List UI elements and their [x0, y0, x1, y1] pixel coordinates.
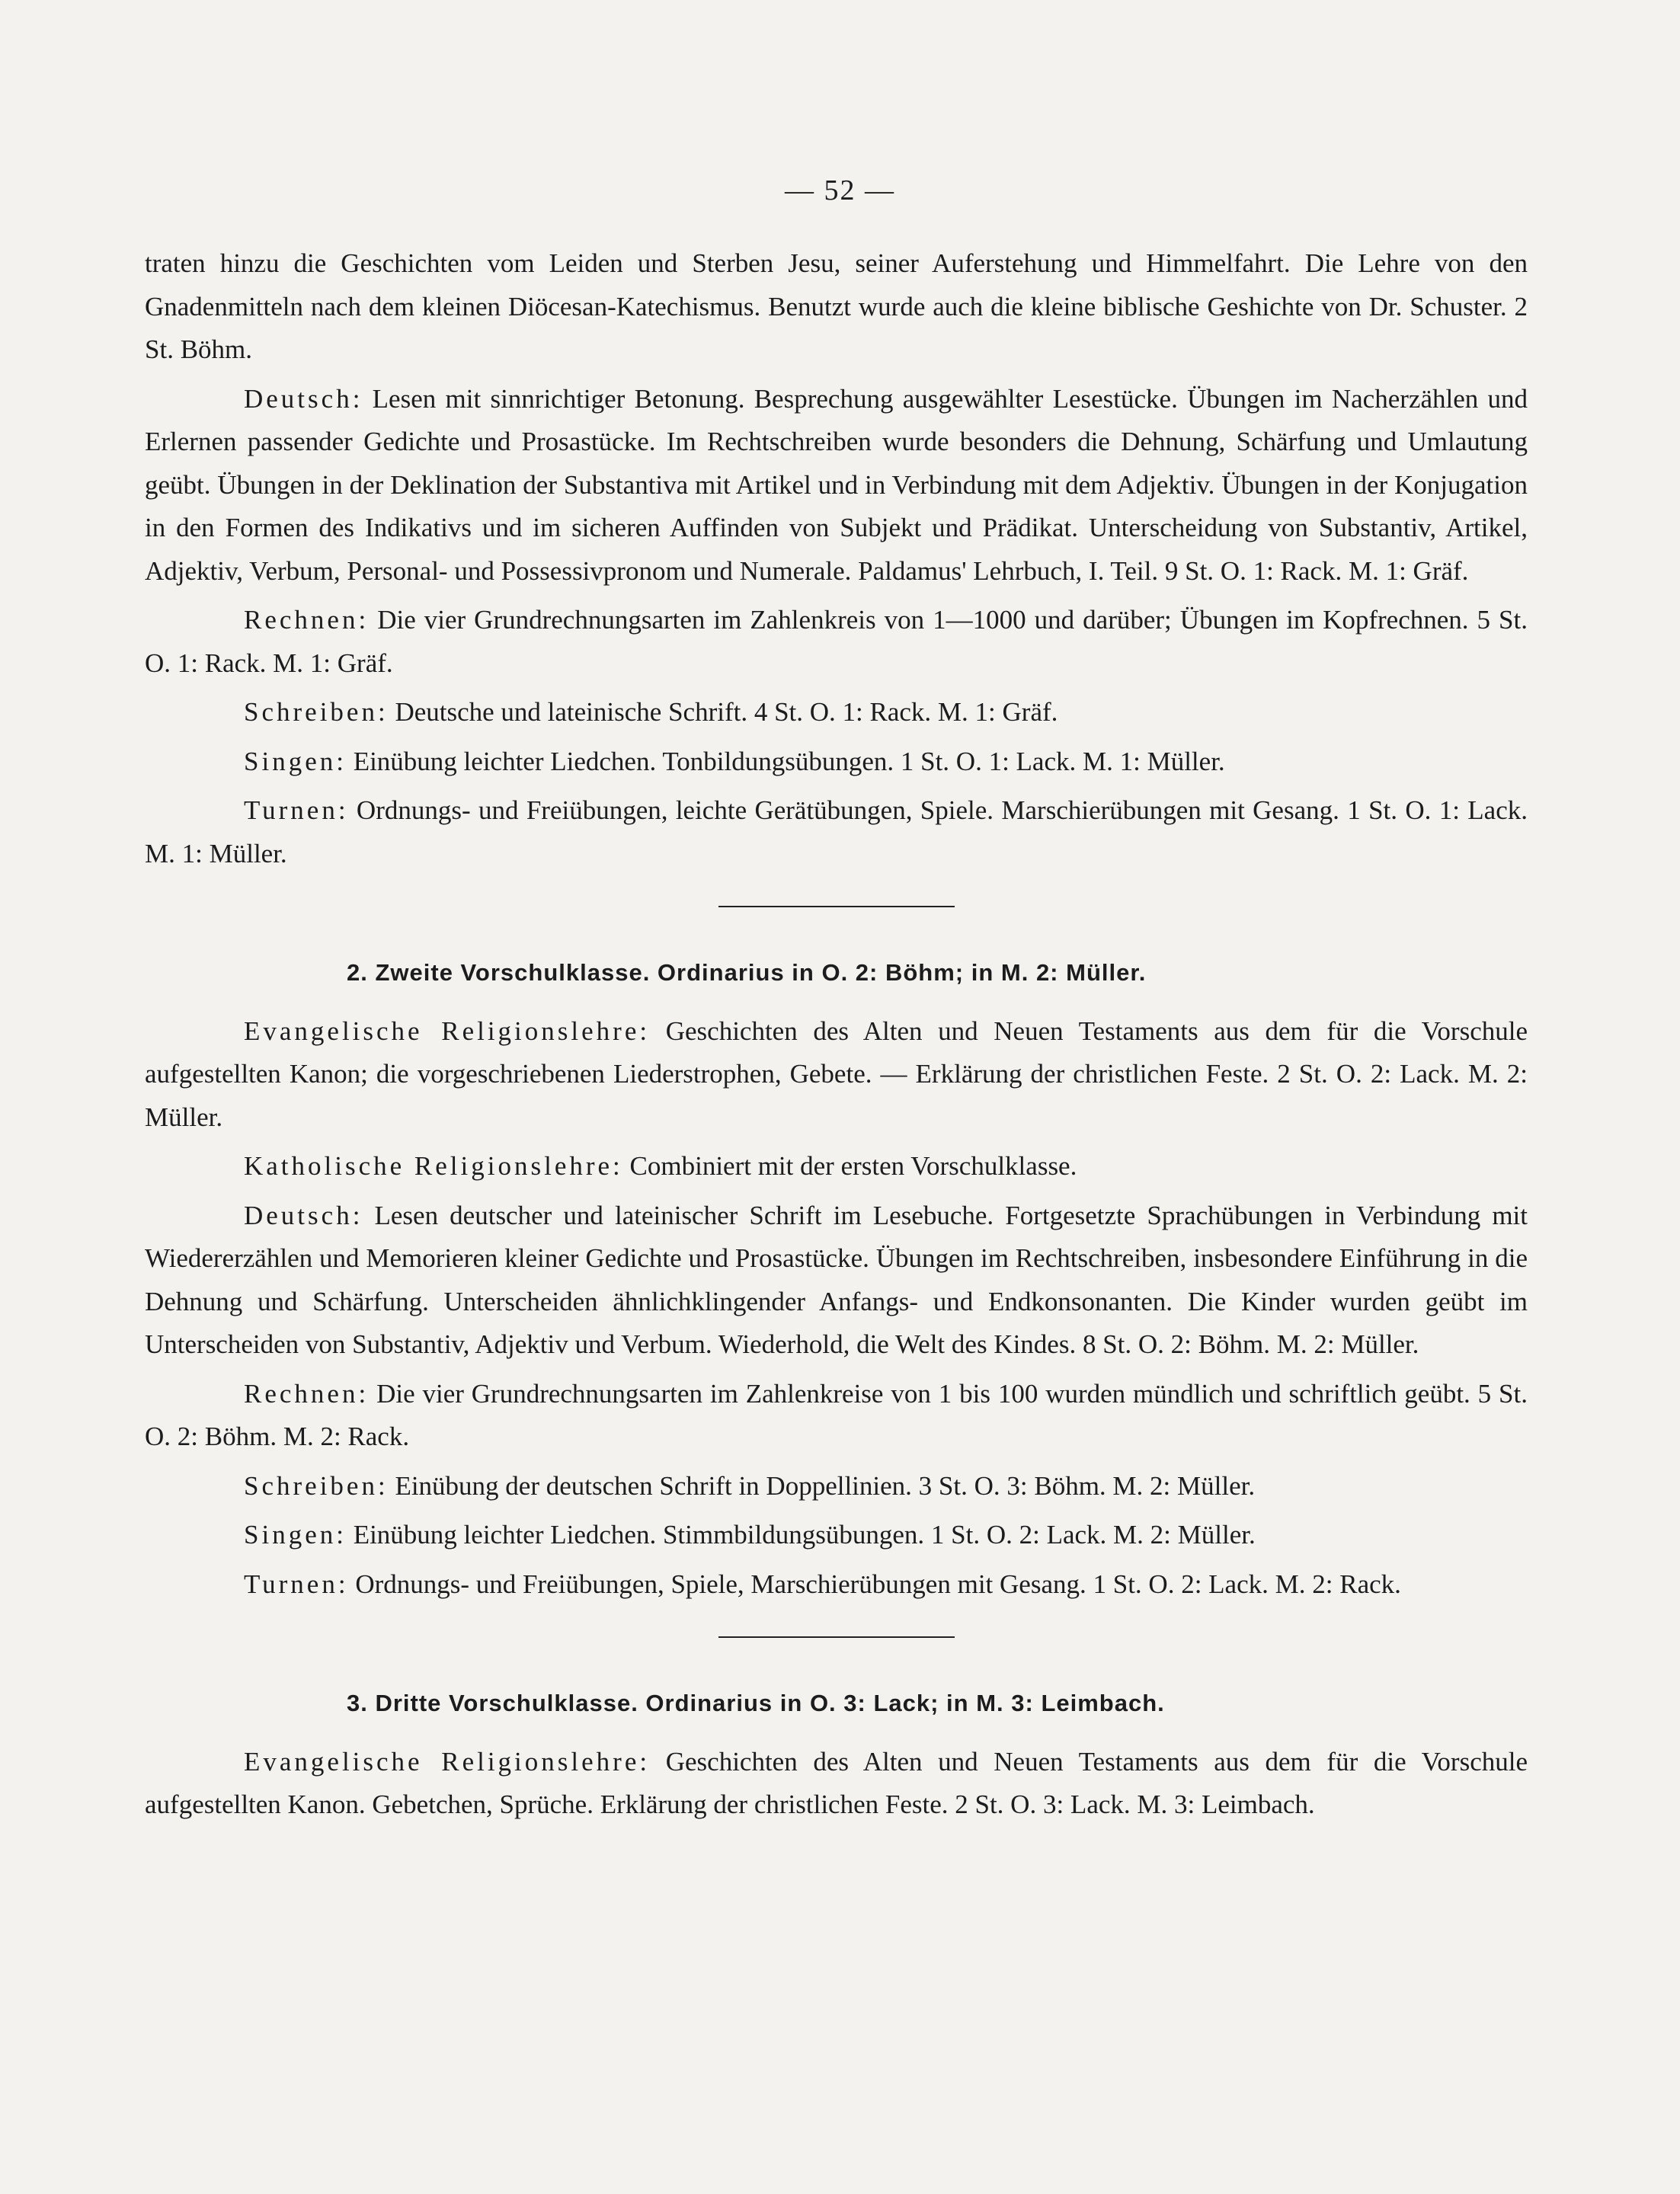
subject-label: Katholische Religionslehre:: [244, 1151, 623, 1181]
subject-label: Schreiben:: [244, 697, 389, 727]
subject-text: Geschichten des Alten und Neuen Testaments aus dem für die Vorschule aufgestellten Kanon; die vorgeschriebenen Liederstrophen, Gebete. — Erklärung der christlichen Feste. 2 St. O. 2: Lack. M. 2: Müller.: [145, 1015, 1528, 1132]
page-number: — 52 —: [785, 174, 895, 206]
deutsch-paragraph-2: [145, 1195, 1528, 1367]
subject-text: Deutsche und lateinische Schrift. 4 St. O. 1: Rack. M. 1: Gräf.: [388, 697, 1058, 727]
subject-text: Ordnungs- und Freiübungen, Spiele, Marschierübungen mit Gesang. 1 St. O. 2: Lack. M. 2: Rack.: [348, 1569, 1401, 1599]
subject-label: Rechnen:: [244, 605, 370, 635]
subject-text: Einübung der deutschen Schrift in Doppellinien. 3 St. O. 3: Böhm. M. 2: Müller.: [388, 1470, 1256, 1501]
subject-label: Singen:: [244, 746, 347, 776]
subject-text: Combiniert mit der ersten Vorschulklasse.: [622, 1151, 1077, 1181]
subject-text: Einübung leichter Liedchen. Tonbildungsübungen. 1 St. O. 1: Lack. M. 1: Müller.: [346, 746, 1225, 776]
subject-text: Ordnungs- und Freiübungen, leichte Gerätübungen, Spiele. Marschierübungen mit Gesang. 1 St. O. 1: Lack. M. 1: Müller.: [145, 795, 1528, 868]
subject-label: Deutsch:: [244, 1200, 363, 1230]
subject-text: Lesen deutscher und lateinischer Schrift im Lesebuche. Fortgesetzte Sprachübungen in Verbindung mit Wiedererzählen und Memorieren kleiner Gedichte und Prosastücke. Übungen im Rechtschreiben, insbesondere Einführung in die Dehnung und Schärfung. Unterscheiden ähnlichklingender Anfangs- und Endkonsonanten. Die Kinder wurden geübt im Unterscheiden von Substantiv, Adjektiv und Verbum. Wiederhold, die Welt des Kindes. 8 St. O. 2: Böhm. M. 2: Müller.: [145, 1200, 1528, 1359]
rechnen-paragraph-1: [145, 599, 1528, 685]
subject-label: Evangelische Religionslehre:: [244, 1015, 651, 1046]
rechnen-paragraph-2: [145, 1373, 1528, 1459]
subject-text: Einübung leichter Liedchen. Stimmbildungsübungen. 1 St. O. 2: Lack. M. 2: Müller.: [346, 1520, 1256, 1550]
ev-religion-paragraph-3: [145, 1741, 1528, 1827]
subject-label: Singen:: [244, 1520, 347, 1550]
subject-label: Turnen:: [244, 795, 349, 825]
page-body: [145, 242, 1528, 1833]
schreiben-paragraph-2: [145, 1465, 1528, 1508]
subject-text: Lesen mit sinnrichtiger Betonung. Besprechung ausgewählter Lesestücke. Übungen im Nacherzählen und Erlernen passender Gedichte und Prosastücke. Im Rechtschreiben wurde besonders die Dehnung, Schärfung und Umlautung geübt. Übungen in der Deklination der Substantiva mit Artikel und in Verbindung mit dem Adjektiv. Übungen in der Konjugation in den Formen des Indikativs und im sicheren Auffinden von Subjekt und Prädikat. Unterscheidung von Substantiv, Artikel, Adjektiv, Verbum, Personal- und Possessivpronom und Numerale. Paldamus' Lehrbuch, I. Teil. 9 St. O. 1: Rack. M. 1: Gräf.: [145, 383, 1528, 586]
subject-label: Deutsch:: [244, 383, 363, 414]
turnen-paragraph-1: [145, 789, 1528, 875]
deutsch-paragraph-1: [145, 378, 1528, 593]
turnen-paragraph-2: [145, 1563, 1528, 1607]
subject-label: Evangelische Religionslehre:: [244, 1746, 651, 1777]
singen-paragraph-1: [145, 740, 1528, 784]
subject-label: Turnen:: [244, 1569, 349, 1599]
section-divider: [718, 1636, 955, 1638]
subject-text: Die vier Grundrechnungsarten im Zahlenkreise von 1 bis 100 wurden mündlich und schriftlich geübt. 5 St. O. 2: Böhm. M. 2: Rack.: [145, 1378, 1528, 1451]
section-heading-dritte-vorschulklasse: 3. Dritte Vorschulklasse. Ordinarius in O. 3: Lack; in M. 3: Leimbach.: [347, 1690, 1165, 1716]
kath-religion-paragraph-2: [145, 1145, 1528, 1188]
religion-continuation-paragraph: traten hinzu die Geschichten vom Leiden und Sterben Jesu, seiner Auferstehung und Himmelfahrt. Die Lehre von den Gnadenmitteln nach dem kleinen Diöcesan-Katechismus. Benutzt wurde auch die kleine biblische Geshichte von Dr. Schuster. 2 St. Böhm.: [145, 248, 1528, 364]
singen-paragraph-2: [145, 1514, 1528, 1557]
subject-label: Rechnen:: [244, 1378, 370, 1409]
section-heading-zweite-vorschulklasse: 2. Zweite Vorschulklasse. Ordinarius in O. 2: Böhm; in M. 2: Müller.: [347, 959, 1147, 986]
subject-label: Schreiben:: [244, 1470, 389, 1501]
subject-text: Die vier Grundrechnungsarten im Zahlenkreis von 1—1000 und darüber; Übungen im Kopfrechnen. 5 St. O. 1: Rack. M. 1: Gräf.: [145, 605, 1528, 678]
section-divider: [718, 906, 955, 907]
schreiben-paragraph-1: [145, 691, 1528, 734]
subject-text: Geschichten des Alten und Neuen Testaments aus dem für die Vorschule aufgestellten Kanon. Gebetchen, Sprüche. Erklärung der christlichen Feste. 2 St. O. 3: Lack. M. 3: Leimbach.: [145, 1746, 1528, 1819]
ev-religion-paragraph-2: [145, 1010, 1528, 1140]
